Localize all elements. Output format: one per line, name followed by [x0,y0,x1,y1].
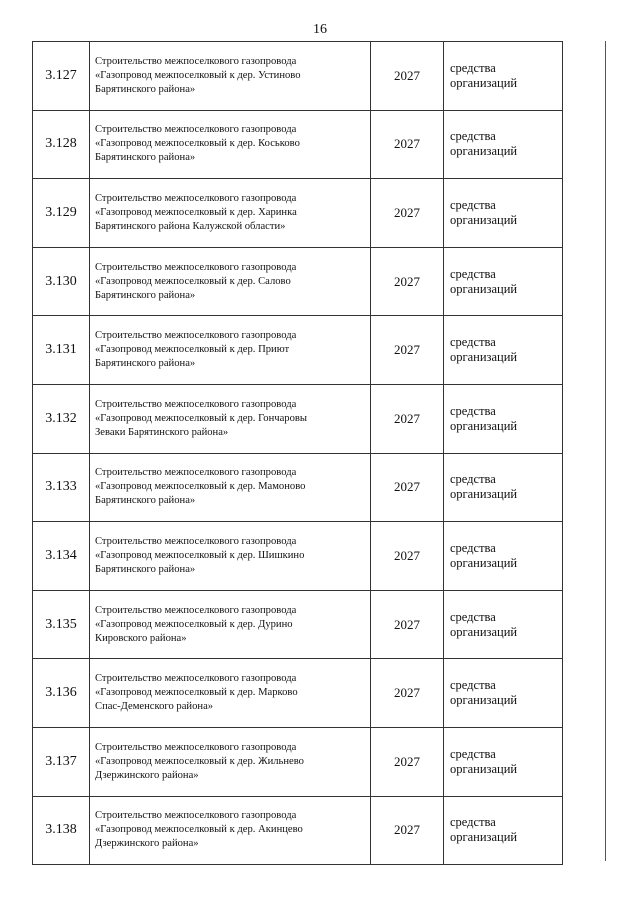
row-number: 3.132 [33,384,90,453]
funding-source-line: организаций [450,693,518,708]
table-row [33,179,563,248]
description-line: Строительство межпоселкового газопровода [95,192,297,204]
table-row [33,659,563,728]
description-line: «Газопровод межпоселковый к дер. Салово [95,275,291,287]
row-number: 3.127 [33,42,90,111]
project-year: 2027 [371,522,444,591]
funding-source-line: организаций [450,212,518,227]
row-number: 3.134 [33,522,90,591]
funding-source [444,522,563,591]
row-number: 3.131 [33,316,90,385]
funding-source [444,42,563,111]
funding-source-line: средства [450,60,496,75]
funding-source-line: средства [450,266,496,281]
description-line: Строительство межпоселкового газопровода [95,330,297,342]
description-line: Барятинского района» [95,358,196,370]
funding-source [444,727,563,796]
row-number: 3.130 [33,247,90,316]
funding-source-line: организаций [450,830,518,845]
description-line: Барятинского района» [95,289,196,301]
funding-source-line: организаций [450,281,518,296]
description-line: Дзержинского района» [95,769,199,781]
project-description [90,453,371,522]
description-line: «Газопровод межпоселковый к дер. Коськово [95,138,300,150]
project-description [90,110,371,179]
project-description [90,727,371,796]
project-description [90,316,371,385]
row-number: 3.136 [33,659,90,728]
project-year: 2027 [371,796,444,865]
funding-source-line: организаций [450,761,518,776]
table-row [33,42,563,111]
description-line: «Газопровод межпоселковый к дер. Гончаровы [95,412,308,424]
description-line: «Газопровод межпоселковый к дер. Мамоново [95,481,306,493]
description-line: «Газопровод межпоселковый к дер. Марково [95,687,298,699]
description-line: Кировского района» [95,632,187,644]
funding-source-line: средства [450,129,496,144]
funding-source-line: средства [450,540,496,555]
table-row [33,110,563,179]
description-line: Строительство межпоселкового газопровода [95,261,297,273]
funding-source-line: организаций [450,75,518,90]
funding-source-line: организаций [450,144,518,159]
page-number: 16 [313,22,327,37]
table-row [33,247,563,316]
description-line: Зеваки Барятинского района» [95,426,229,438]
table-row [33,384,563,453]
project-description [90,796,371,865]
table-row [33,522,563,591]
funding-source-line: средства [450,609,496,624]
row-number: 3.137 [33,727,90,796]
project-description [90,42,371,111]
description-line: «Газопровод межпоселковый к дер. Приют [95,344,290,356]
description-line: Строительство межпоселкового газопровода [95,535,297,547]
description-line: «Газопровод межпоселковый к дер. Акинцево [95,824,303,836]
description-line: Строительство межпоселкового газопровода [95,124,297,136]
funding-source-line: организаций [450,350,518,365]
project-year: 2027 [371,659,444,728]
project-year: 2027 [371,110,444,179]
description-line: Дзержинского района» [95,838,199,850]
projects-table [32,41,563,865]
project-year: 2027 [371,179,444,248]
row-number: 3.138 [33,796,90,865]
description-line: Строительство межпоселкового газопровода [95,467,297,479]
funding-source [444,384,563,453]
funding-source-line: организаций [450,418,518,433]
funding-source-line: средства [450,678,496,693]
funding-source-line: средства [450,403,496,418]
projects-table-body [33,42,563,865]
project-year: 2027 [371,384,444,453]
description-line: Строительство межпоселкового газопровода [95,673,297,685]
project-description [90,659,371,728]
funding-source [444,659,563,728]
project-description [90,384,371,453]
funding-source [444,590,563,659]
description-line: Строительство межпоселкового газопровода [95,741,297,753]
right-margin-rule [605,41,606,861]
table-row [33,453,563,522]
description-line: «Газопровод межпоселковый к дер. Шишкино [95,549,305,561]
funding-source [444,247,563,316]
description-line: «Газопровод межпоселковый к дер. Устиново [95,69,301,81]
funding-source-line: средства [450,472,496,487]
description-line: Строительство межпоселкового газопровода [95,604,297,616]
description-line: «Газопровод межпоселковый к дер. Дурино [95,618,293,630]
table-row [33,590,563,659]
funding-source-line: средства [450,815,496,830]
row-number: 3.135 [33,590,90,659]
table-row [33,727,563,796]
description-line: Строительство межпоселкового газопровода [95,398,297,410]
funding-source-line: организаций [450,555,518,570]
funding-source [444,316,563,385]
funding-source-line: средства [450,197,496,212]
description-line: Строительство межпоселкового газопровода [95,810,297,822]
description-line: Барятинского района» [95,152,196,164]
funding-source [444,179,563,248]
funding-source-line: организаций [450,624,518,639]
row-number: 3.133 [33,453,90,522]
row-number: 3.129 [33,179,90,248]
project-year: 2027 [371,727,444,796]
funding-source [444,796,563,865]
project-year: 2027 [371,316,444,385]
description-line: Строительство межпоселкового газопровода [95,55,297,67]
description-line: Спас-Деменского района» [95,701,214,713]
table-row [33,316,563,385]
description-line: «Газопровод межпоселковый к дер. Жильнево [95,755,304,767]
funding-source-line: средства [450,746,496,761]
project-year: 2027 [371,42,444,111]
project-description [90,179,371,248]
project-year: 2027 [371,247,444,316]
funding-source-line: средства [450,335,496,350]
project-year: 2027 [371,453,444,522]
row-number: 3.128 [33,110,90,179]
description-line: Барятинского района» [95,83,196,95]
project-description [90,590,371,659]
description-line: Барятинского района Калужской области» [95,220,286,232]
project-description [90,247,371,316]
description-line: Барятинского района» [95,495,196,507]
funding-source [444,110,563,179]
project-description [90,522,371,591]
table-row [33,796,563,865]
project-year: 2027 [371,590,444,659]
description-line: «Газопровод межпоселковый к дер. Харинка [95,206,297,218]
funding-source [444,453,563,522]
description-line: Барятинского района» [95,563,196,575]
funding-source-line: организаций [450,487,518,502]
